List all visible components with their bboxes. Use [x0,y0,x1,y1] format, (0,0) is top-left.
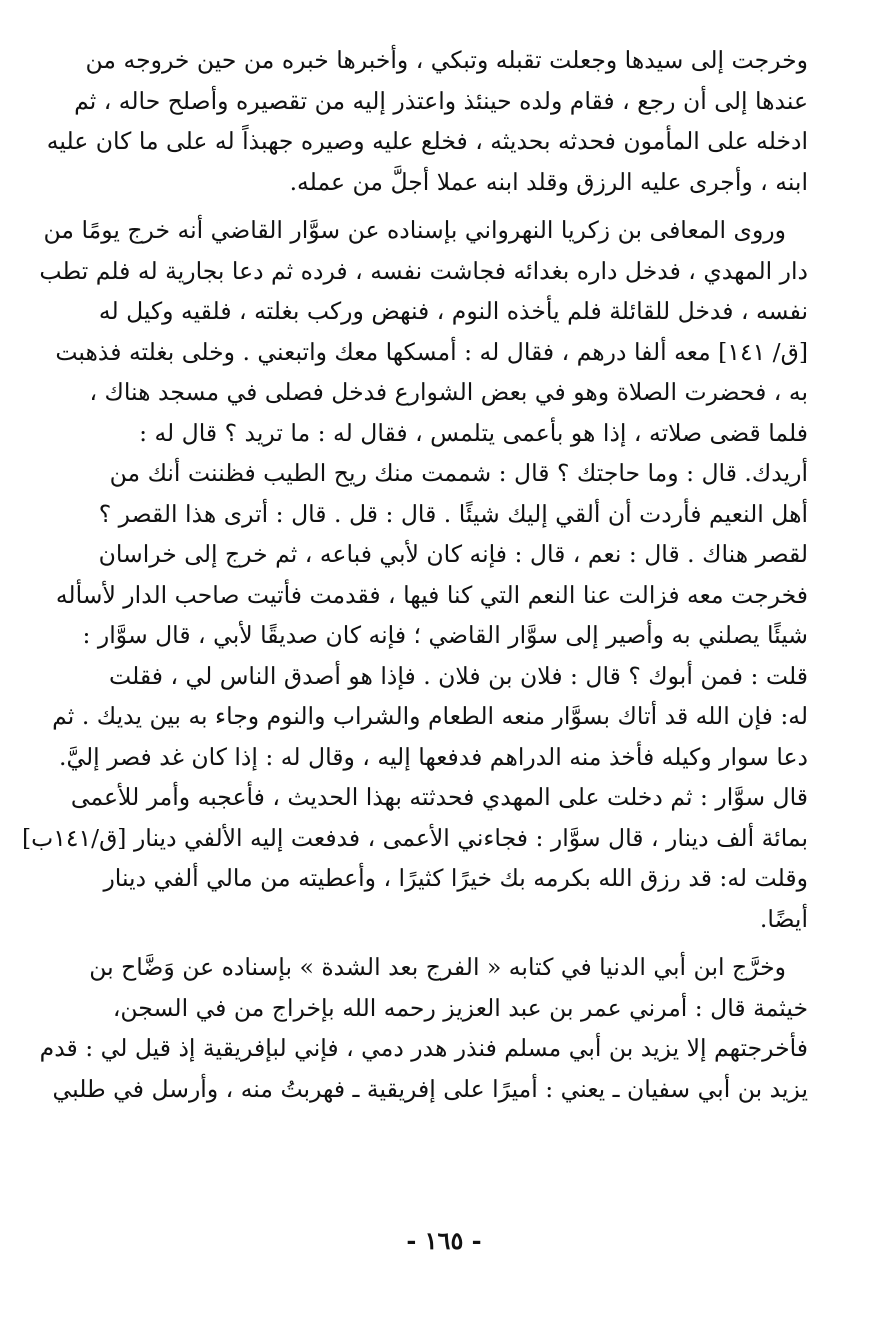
text-line: أريدك. قال : وما حاجتك ؟ قال : شممت منك ريح الطيب فظننت أنك من [109,459,808,487]
text-line: وخرَّج ابن أبي الدنيا في كتابه « الفرج بعد الشدة » بإسناده عن وَضَّاح بن [89,953,786,981]
text-line: شيئًا يصلني به وأصير إلى سوَّار القاضي ؛ فإنه كان صديقًا لأبي ، قال سوَّار : [82,621,808,649]
text-line: خيثمة قال : أمرني عمر بن عبد العزيز رحمه الله بإخراج من في السجن، [112,993,808,1022]
text-line: دار المهدي ، فدخل داره بغدائه فجاشت نفسه ، فرده ثم دعا بجارية له فلم تطب [39,256,808,285]
text-line: بمائة ألف دينار ، قال سوَّار : فجاءني الأعمى ، فدفعت إليه الألفي دينار [ق/١٤١ب] [21,823,808,852]
text-line: فلما قضى صلاته ، إذا هو بأعمى يتلمس ، فقال له : ما تريد ؟ قال له : [139,418,808,447]
paragraph [39,947,808,1109]
text-line: ادخله على المأمون فحدثه بحديثه ، فخلع عليه وصيره جهبذاً له على ما كان عليه [46,127,808,155]
text-line: وخرجت إلى سيدها وجعلت تقبله وتبكي ، وأخبرها خبره من حين خروجه من [85,46,808,74]
text-line: أيضًا. [759,904,808,933]
text-line: دعا سوار وكيله فأخذ منه الدراهم فدفعها إليه ، وقال له : إذا كان غد فصر إليَّ. [58,742,808,771]
text-line: عندها إلى أن رجع ، فقام ولده حينئذ واعتذر إليه من تقصيره وأصلح حاله ، ثم [74,86,808,115]
text-line: نفسه ، فدخل للقائلة فلم يأخذه النوم ، فنهض وركب بغلته ، فلقيه وكيل له [98,297,808,325]
text-line: يزيد بن أبي سفيان ـ يعني : أميرًا على إفريقية ـ فهربتُ منه ، وأرسل في طلبي [52,1074,808,1103]
text-line: قال سوَّار : ثم دخلت على المهدي فحدثته بهذا الحديث ، فأعجبه وأمر للأعمى [70,783,808,811]
text-line: ابنه ، وأجرى عليه الرزق وقلد ابنه عملا أجلَّ من عمله. [289,167,808,196]
text-line: فخرجت معه فزالت عنا النعم التي كنا فيها ، فقدمت فأتيت صاحب الدار لأسأله [55,580,808,609]
body-text [21,40,808,1109]
text-line: وروى المعافى بن زكريا النهرواني بإسناده عن سوَّار القاضي أنه خرج يومًا من [43,216,786,244]
text-line: [ق/ ١٤١] معه ألفا درهم ، فقال له : أمسكها معك واتبعني . وخلى بغلته فذهبت [55,337,808,366]
text-line: قلت : فمن أبوك ؟ قال : فلان بن فلان . فإذا هو أصدق الناس لي ، فقلت [109,661,808,690]
text-line: له: فإن الله قد أتاك بسوَّار منعه الطعام والشراب والنوم وجاء به بين يديك . ثم [52,702,808,730]
paragraph [21,210,808,939]
text-line: وقلت له: قد رزق الله بكرمه بك خيرًا كثيرًا ، وأعطيته من مالي ألفي دينار [103,864,808,892]
text-line: أهل النعيم فأردت أن ألقي إليك شيئًا . قال : قل . قال : أترى هذا القصر ؟ [98,499,808,528]
text-line: فأخرجتهم إلا يزيد بن أبي مسلم فنذر هدر دمي ، فإني لبإفريقية إذ قيل لي : قدم [39,1034,808,1062]
page-number: - ١٦٥ - [406,1226,482,1255]
paragraph [46,40,808,202]
text-line: به ، فحضرت الصلاة وهو في بعض الشوارع فدخل فصلى في مسجد هناك ، [89,378,808,406]
text-line: لقصر هناك . قال : نعم ، قال : فإنه كان لأبي فباعه ، ثم خرج إلى خراسان [98,540,808,568]
